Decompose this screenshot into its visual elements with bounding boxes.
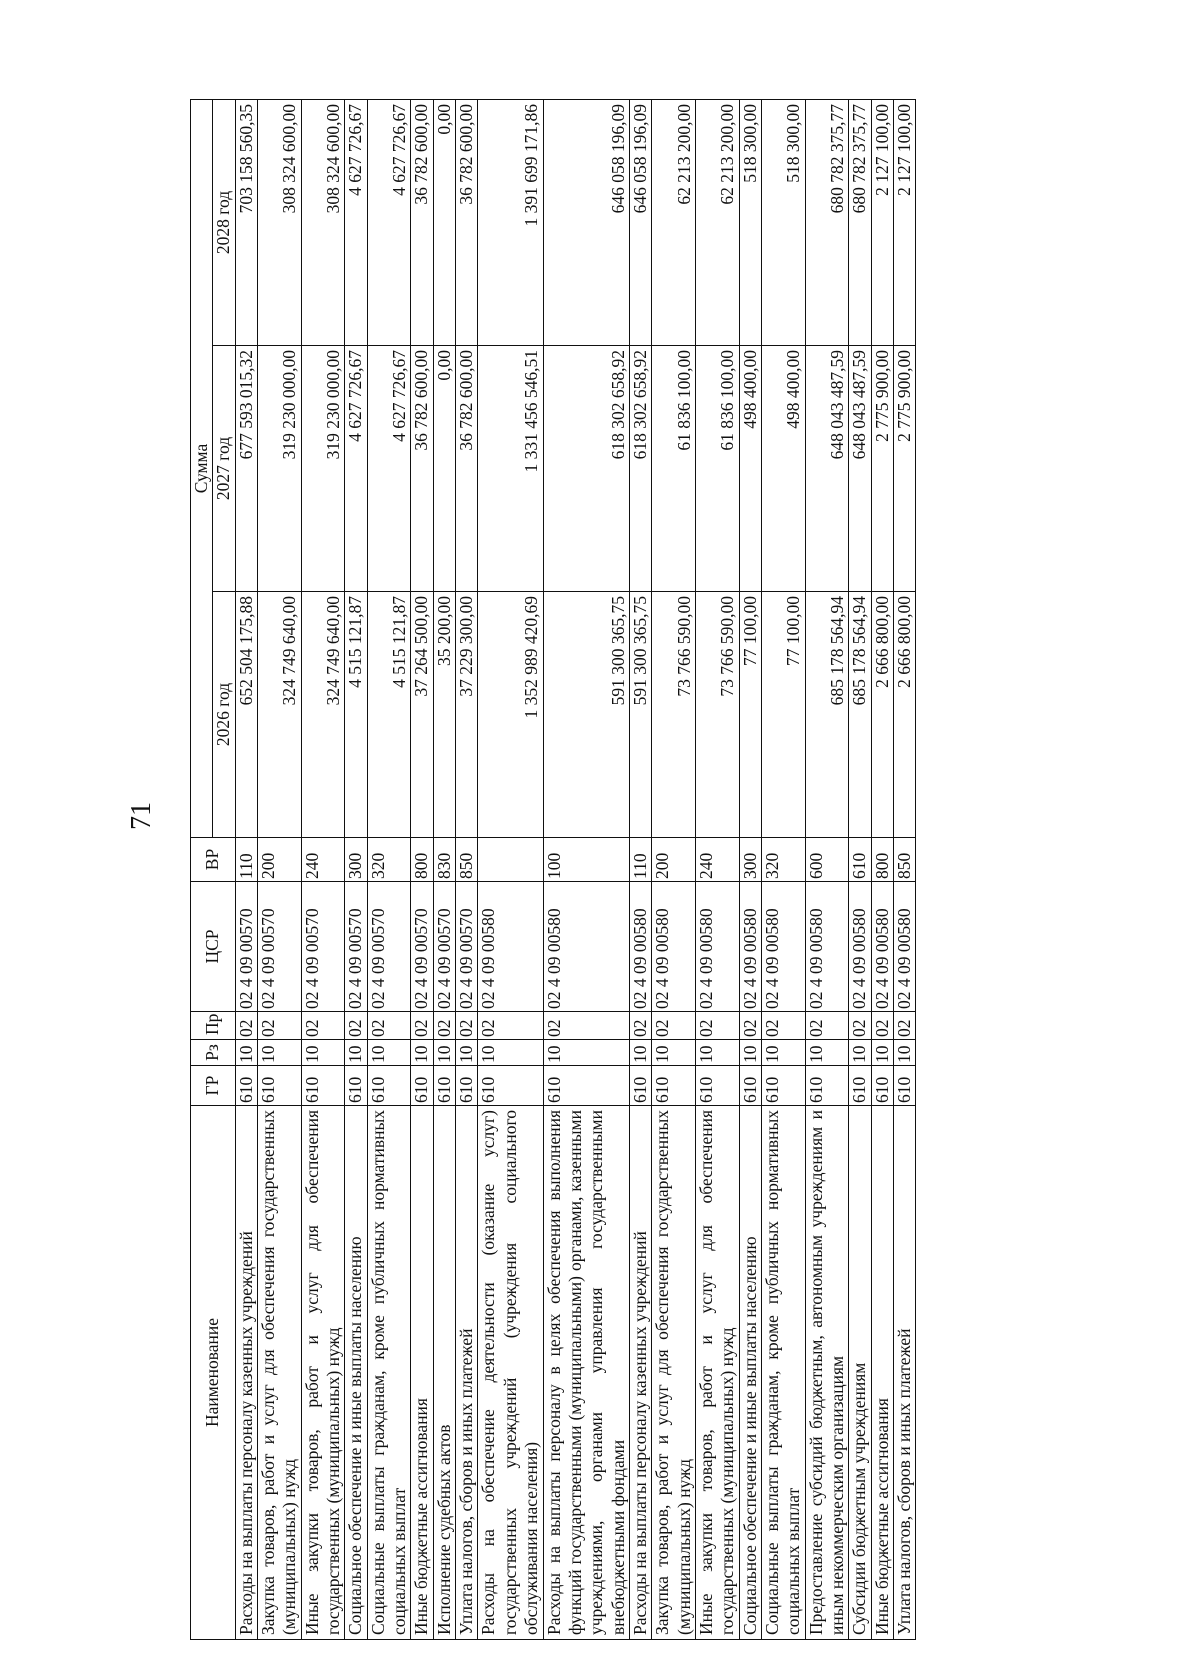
cell-2026: 77 100,00 — [739, 592, 761, 838]
cell-csr: 02 4 09 00570 — [345, 882, 367, 1012]
cell-2028: 703 158 560,35 — [235, 99, 257, 345]
cell-vr: 320 — [367, 838, 411, 882]
cell-2028: 646 058 196,09 — [629, 99, 651, 345]
cell-rz: 10 — [367, 1040, 411, 1066]
cell-name: Закупка товаров, работ и услуг для обеспечения государственных (муниципальных) нужд — [652, 1106, 696, 1640]
cell-2026: 591 300 365,75 — [543, 592, 629, 838]
cell-2026: 2 666 800,00 — [871, 592, 893, 838]
cell-2026: 2 666 800,00 — [894, 592, 916, 838]
table-row — [367, 99, 411, 1639]
cell-2028: 36 782 600,00 — [456, 99, 478, 345]
header-rz: Рз — [191, 1040, 236, 1066]
table-row — [235, 99, 257, 1639]
cell-vr: 320 — [761, 838, 805, 882]
cell-vr: 850 — [456, 838, 478, 882]
cell-2027: 498 400,00 — [761, 346, 805, 592]
cell-2027: 648 043 487,59 — [805, 346, 849, 592]
cell-2026: 4 515 121,87 — [345, 592, 367, 838]
cell-vr: 610 — [849, 838, 871, 882]
cell-2028: 308 324 600,00 — [258, 99, 302, 345]
cell-2027: 36 782 600,00 — [456, 346, 478, 592]
cell-name: Иные закупки товаров, работ и услуг для обеспечения государственных (муниципальных) нужд — [301, 1106, 345, 1640]
cell-pr: 02 — [695, 1012, 739, 1040]
cell-rz: 10 — [433, 1040, 455, 1066]
table-row — [695, 99, 739, 1639]
cell-pr: 02 — [739, 1012, 761, 1040]
table-row — [805, 99, 849, 1639]
cell-csr: 02 4 09 00580 — [739, 882, 761, 1012]
cell-2028: 2 127 100,00 — [894, 99, 916, 345]
cell-2027: 2 775 900,00 — [871, 346, 893, 592]
table-row — [543, 99, 629, 1639]
cell-name: Предоставление субсидий бюджетным, автономным учреждениям и иным некоммерческим организациям — [805, 1106, 849, 1640]
cell-2027: 618 302 658,92 — [629, 346, 651, 592]
cell-vr: 110 — [235, 838, 257, 882]
cell-pr: 02 — [543, 1012, 629, 1040]
cell-2027: 2 775 900,00 — [894, 346, 916, 592]
cell-gr: 610 — [652, 1066, 696, 1106]
cell-csr: 02 4 09 00580 — [761, 882, 805, 1012]
cell-2027: 4 627 726,67 — [367, 346, 411, 592]
table-row — [301, 99, 345, 1639]
cell-2027: 677 593 015,32 — [235, 346, 257, 592]
cell-pr: 02 — [411, 1012, 433, 1040]
cell-2026: 324 749 640,00 — [301, 592, 345, 838]
cell-name: Социальное обеспечение и иные выплаты населению — [739, 1106, 761, 1640]
table-row — [629, 99, 651, 1639]
cell-pr: 02 — [258, 1012, 302, 1040]
cell-csr: 02 4 09 00570 — [367, 882, 411, 1012]
cell-2026: 73 766 590,00 — [652, 592, 696, 838]
cell-2028: 4 627 726,67 — [367, 99, 411, 345]
cell-2027: 4 627 726,67 — [345, 346, 367, 592]
header-vr: ВР — [191, 838, 236, 882]
cell-rz: 10 — [849, 1040, 871, 1066]
cell-2026: 324 749 640,00 — [258, 592, 302, 838]
budget-table-rotated — [190, 100, 1090, 1640]
cell-pr: 02 — [849, 1012, 871, 1040]
table-row — [849, 99, 871, 1639]
cell-2027: 0,00 — [433, 346, 455, 592]
cell-csr: 02 4 09 00570 — [433, 882, 455, 1012]
cell-vr: 300 — [345, 838, 367, 882]
cell-csr: 02 4 09 00580 — [652, 882, 696, 1012]
table-body — [235, 99, 916, 1639]
table-row — [433, 99, 455, 1639]
table-row — [652, 99, 696, 1639]
header-pr: Пр — [191, 1012, 236, 1040]
cell-gr: 610 — [695, 1066, 739, 1106]
budget-table — [190, 99, 916, 1640]
cell-vr: 200 — [258, 838, 302, 882]
cell-csr: 02 4 09 00570 — [411, 882, 433, 1012]
cell-2028: 4 627 726,67 — [345, 99, 367, 345]
cell-rz: 10 — [629, 1040, 651, 1066]
cell-gr: 610 — [235, 1066, 257, 1106]
header-csr: ЦСР — [191, 882, 236, 1012]
cell-2026: 73 766 590,00 — [695, 592, 739, 838]
cell-pr: 02 — [894, 1012, 916, 1040]
cell-rz: 10 — [543, 1040, 629, 1066]
cell-name: Иные бюджетные ассигнования — [411, 1106, 433, 1640]
cell-pr: 02 — [345, 1012, 367, 1040]
cell-rz: 10 — [761, 1040, 805, 1066]
cell-2026: 37 229 300,00 — [456, 592, 478, 838]
header-year-2027: 2027 год — [213, 346, 235, 592]
table-row — [411, 99, 433, 1639]
cell-vr: 100 — [543, 838, 629, 882]
cell-name: Расходы на выплаты персоналу в целях обеспечения выполнения функций государственными (муниципальными) органами, казенными учреждениями, органами управления государственными внебюджетными фондами — [543, 1106, 629, 1640]
cell-rz: 10 — [478, 1040, 543, 1066]
cell-2027: 319 230 000,00 — [258, 346, 302, 592]
cell-2028: 62 213 200,00 — [652, 99, 696, 345]
cell-rz: 10 — [652, 1040, 696, 1066]
table-row — [456, 99, 478, 1639]
cell-2028: 36 782 600,00 — [411, 99, 433, 345]
cell-pr: 02 — [805, 1012, 849, 1040]
cell-pr: 02 — [301, 1012, 345, 1040]
cell-2026: 35 200,00 — [433, 592, 455, 838]
cell-pr: 02 — [629, 1012, 651, 1040]
cell-2026: 685 178 564,94 — [805, 592, 849, 838]
cell-rz: 10 — [345, 1040, 367, 1066]
table-row — [345, 99, 367, 1639]
table-row — [761, 99, 805, 1639]
cell-pr: 02 — [433, 1012, 455, 1040]
cell-vr: 850 — [894, 838, 916, 882]
table-row — [478, 99, 543, 1639]
cell-name: Расходы на выплаты персоналу казенных учреждений — [235, 1106, 257, 1640]
cell-2028: 680 782 375,77 — [849, 99, 871, 345]
cell-pr: 02 — [367, 1012, 411, 1040]
cell-pr: 02 — [871, 1012, 893, 1040]
cell-2027: 36 782 600,00 — [411, 346, 433, 592]
cell-2028: 62 213 200,00 — [695, 99, 739, 345]
cell-gr: 610 — [629, 1066, 651, 1106]
cell-gr: 610 — [367, 1066, 411, 1106]
cell-rz: 10 — [805, 1040, 849, 1066]
cell-vr: 110 — [629, 838, 651, 882]
cell-csr: 02 4 09 00580 — [871, 882, 893, 1012]
cell-vr: 600 — [805, 838, 849, 882]
cell-csr: 02 4 09 00580 — [849, 882, 871, 1012]
cell-vr — [478, 838, 543, 882]
cell-2027: 61 836 100,00 — [652, 346, 696, 592]
cell-rz: 10 — [894, 1040, 916, 1066]
header-year-2028: 2028 год — [213, 99, 235, 345]
cell-vr: 240 — [695, 838, 739, 882]
cell-vr: 800 — [411, 838, 433, 882]
header-year-2026: 2026 год — [213, 592, 235, 838]
cell-2028: 0,00 — [433, 99, 455, 345]
cell-name: Социальные выплаты гражданам, кроме публичных нормативных социальных выплат — [761, 1106, 805, 1640]
cell-csr: 02 4 09 00570 — [235, 882, 257, 1012]
cell-2026: 652 504 175,88 — [235, 592, 257, 838]
cell-2028: 646 058 196,09 — [543, 99, 629, 345]
cell-gr: 610 — [478, 1066, 543, 1106]
cell-2028: 308 324 600,00 — [301, 99, 345, 345]
cell-rz: 10 — [695, 1040, 739, 1066]
cell-2028: 1 391 699 171,86 — [478, 99, 543, 345]
cell-pr: 02 — [652, 1012, 696, 1040]
cell-gr: 610 — [543, 1066, 629, 1106]
cell-name: Социальные выплаты гражданам, кроме публичных нормативных социальных выплат — [367, 1106, 411, 1640]
cell-gr: 610 — [761, 1066, 805, 1106]
cell-2027: 319 230 000,00 — [301, 346, 345, 592]
cell-gr: 610 — [894, 1066, 916, 1106]
cell-2026: 77 100,00 — [761, 592, 805, 838]
header-gr: ГР — [191, 1066, 236, 1106]
cell-pr: 02 — [478, 1012, 543, 1040]
table-row — [739, 99, 761, 1639]
cell-2027: 618 302 658,92 — [543, 346, 629, 592]
cell-gr: 610 — [411, 1066, 433, 1106]
cell-rz: 10 — [258, 1040, 302, 1066]
cell-name: Расходы на обеспечение деятельности (оказание услуг) государственных учреждений (учреждения социального обслуживания населения) — [478, 1106, 543, 1640]
cell-csr: 02 4 09 00580 — [543, 882, 629, 1012]
table-row — [894, 99, 916, 1639]
cell-vr: 830 — [433, 838, 455, 882]
cell-2027: 498 400,00 — [739, 346, 761, 592]
cell-2028: 518 300,00 — [761, 99, 805, 345]
cell-2028: 680 782 375,77 — [805, 99, 849, 345]
cell-gr: 610 — [849, 1066, 871, 1106]
cell-2026: 37 264 500,00 — [411, 592, 433, 838]
cell-2027: 61 836 100,00 — [695, 346, 739, 592]
cell-csr: 02 4 09 00570 — [456, 882, 478, 1012]
cell-2028: 2 127 100,00 — [871, 99, 893, 345]
cell-pr: 02 — [235, 1012, 257, 1040]
cell-rz: 10 — [301, 1040, 345, 1066]
cell-rz: 10 — [456, 1040, 478, 1066]
cell-rz: 10 — [739, 1040, 761, 1066]
cell-csr: 02 4 09 00570 — [258, 882, 302, 1012]
cell-csr: 02 4 09 00580 — [894, 882, 916, 1012]
cell-name: Уплата налогов, сборов и иных платежей — [456, 1106, 478, 1640]
cell-2026: 591 300 365,75 — [629, 592, 651, 838]
cell-2027: 648 043 487,59 — [849, 346, 871, 592]
cell-csr: 02 4 09 00580 — [805, 882, 849, 1012]
cell-csr: 02 4 09 00570 — [301, 882, 345, 1012]
cell-gr: 610 — [739, 1066, 761, 1106]
cell-name: Иные бюджетные ассигнования — [871, 1106, 893, 1640]
cell-pr: 02 — [456, 1012, 478, 1040]
cell-name: Социальное обеспечение и иные выплаты населению — [345, 1106, 367, 1640]
cell-name: Субсидии бюджетным учреждениям — [849, 1106, 871, 1640]
cell-csr: 02 4 09 00580 — [478, 882, 543, 1012]
cell-vr: 800 — [871, 838, 893, 882]
cell-name: Уплата налогов, сборов и иных платежей — [894, 1106, 916, 1640]
cell-2026: 1 352 989 420,69 — [478, 592, 543, 838]
cell-2026: 685 178 564,94 — [849, 592, 871, 838]
cell-csr: 02 4 09 00580 — [629, 882, 651, 1012]
cell-gr: 610 — [805, 1066, 849, 1106]
cell-csr: 02 4 09 00580 — [695, 882, 739, 1012]
cell-gr: 610 — [301, 1066, 345, 1106]
table-row — [258, 99, 302, 1639]
cell-name: Закупка товаров, работ и услуг для обеспечения государственных (муниципальных) нужд — [258, 1106, 302, 1640]
cell-name: Исполнение судебных актов — [433, 1106, 455, 1640]
cell-gr: 610 — [433, 1066, 455, 1106]
cell-name: Иные закупки товаров, работ и услуг для обеспечения государственных (муниципальных) нужд — [695, 1106, 739, 1640]
cell-gr: 610 — [871, 1066, 893, 1106]
cell-gr: 610 — [345, 1066, 367, 1106]
cell-2028: 518 300,00 — [739, 99, 761, 345]
cell-rz: 10 — [411, 1040, 433, 1066]
cell-gr: 610 — [456, 1066, 478, 1106]
cell-name: Расходы на выплаты персоналу казенных учреждений — [629, 1106, 651, 1640]
cell-rz: 10 — [871, 1040, 893, 1066]
cell-vr: 300 — [739, 838, 761, 882]
cell-gr: 610 — [258, 1066, 302, 1106]
cell-pr: 02 — [761, 1012, 805, 1040]
cell-2026: 4 515 121,87 — [367, 592, 411, 838]
header-name: Наименование — [191, 1106, 236, 1640]
table-row — [871, 99, 893, 1639]
cell-vr: 200 — [652, 838, 696, 882]
cell-2027: 1 331 456 546,51 — [478, 346, 543, 592]
header-sum: Сумма — [191, 99, 213, 837]
page-number: 71 — [126, 802, 157, 830]
cell-vr: 240 — [301, 838, 345, 882]
cell-rz: 10 — [235, 1040, 257, 1066]
